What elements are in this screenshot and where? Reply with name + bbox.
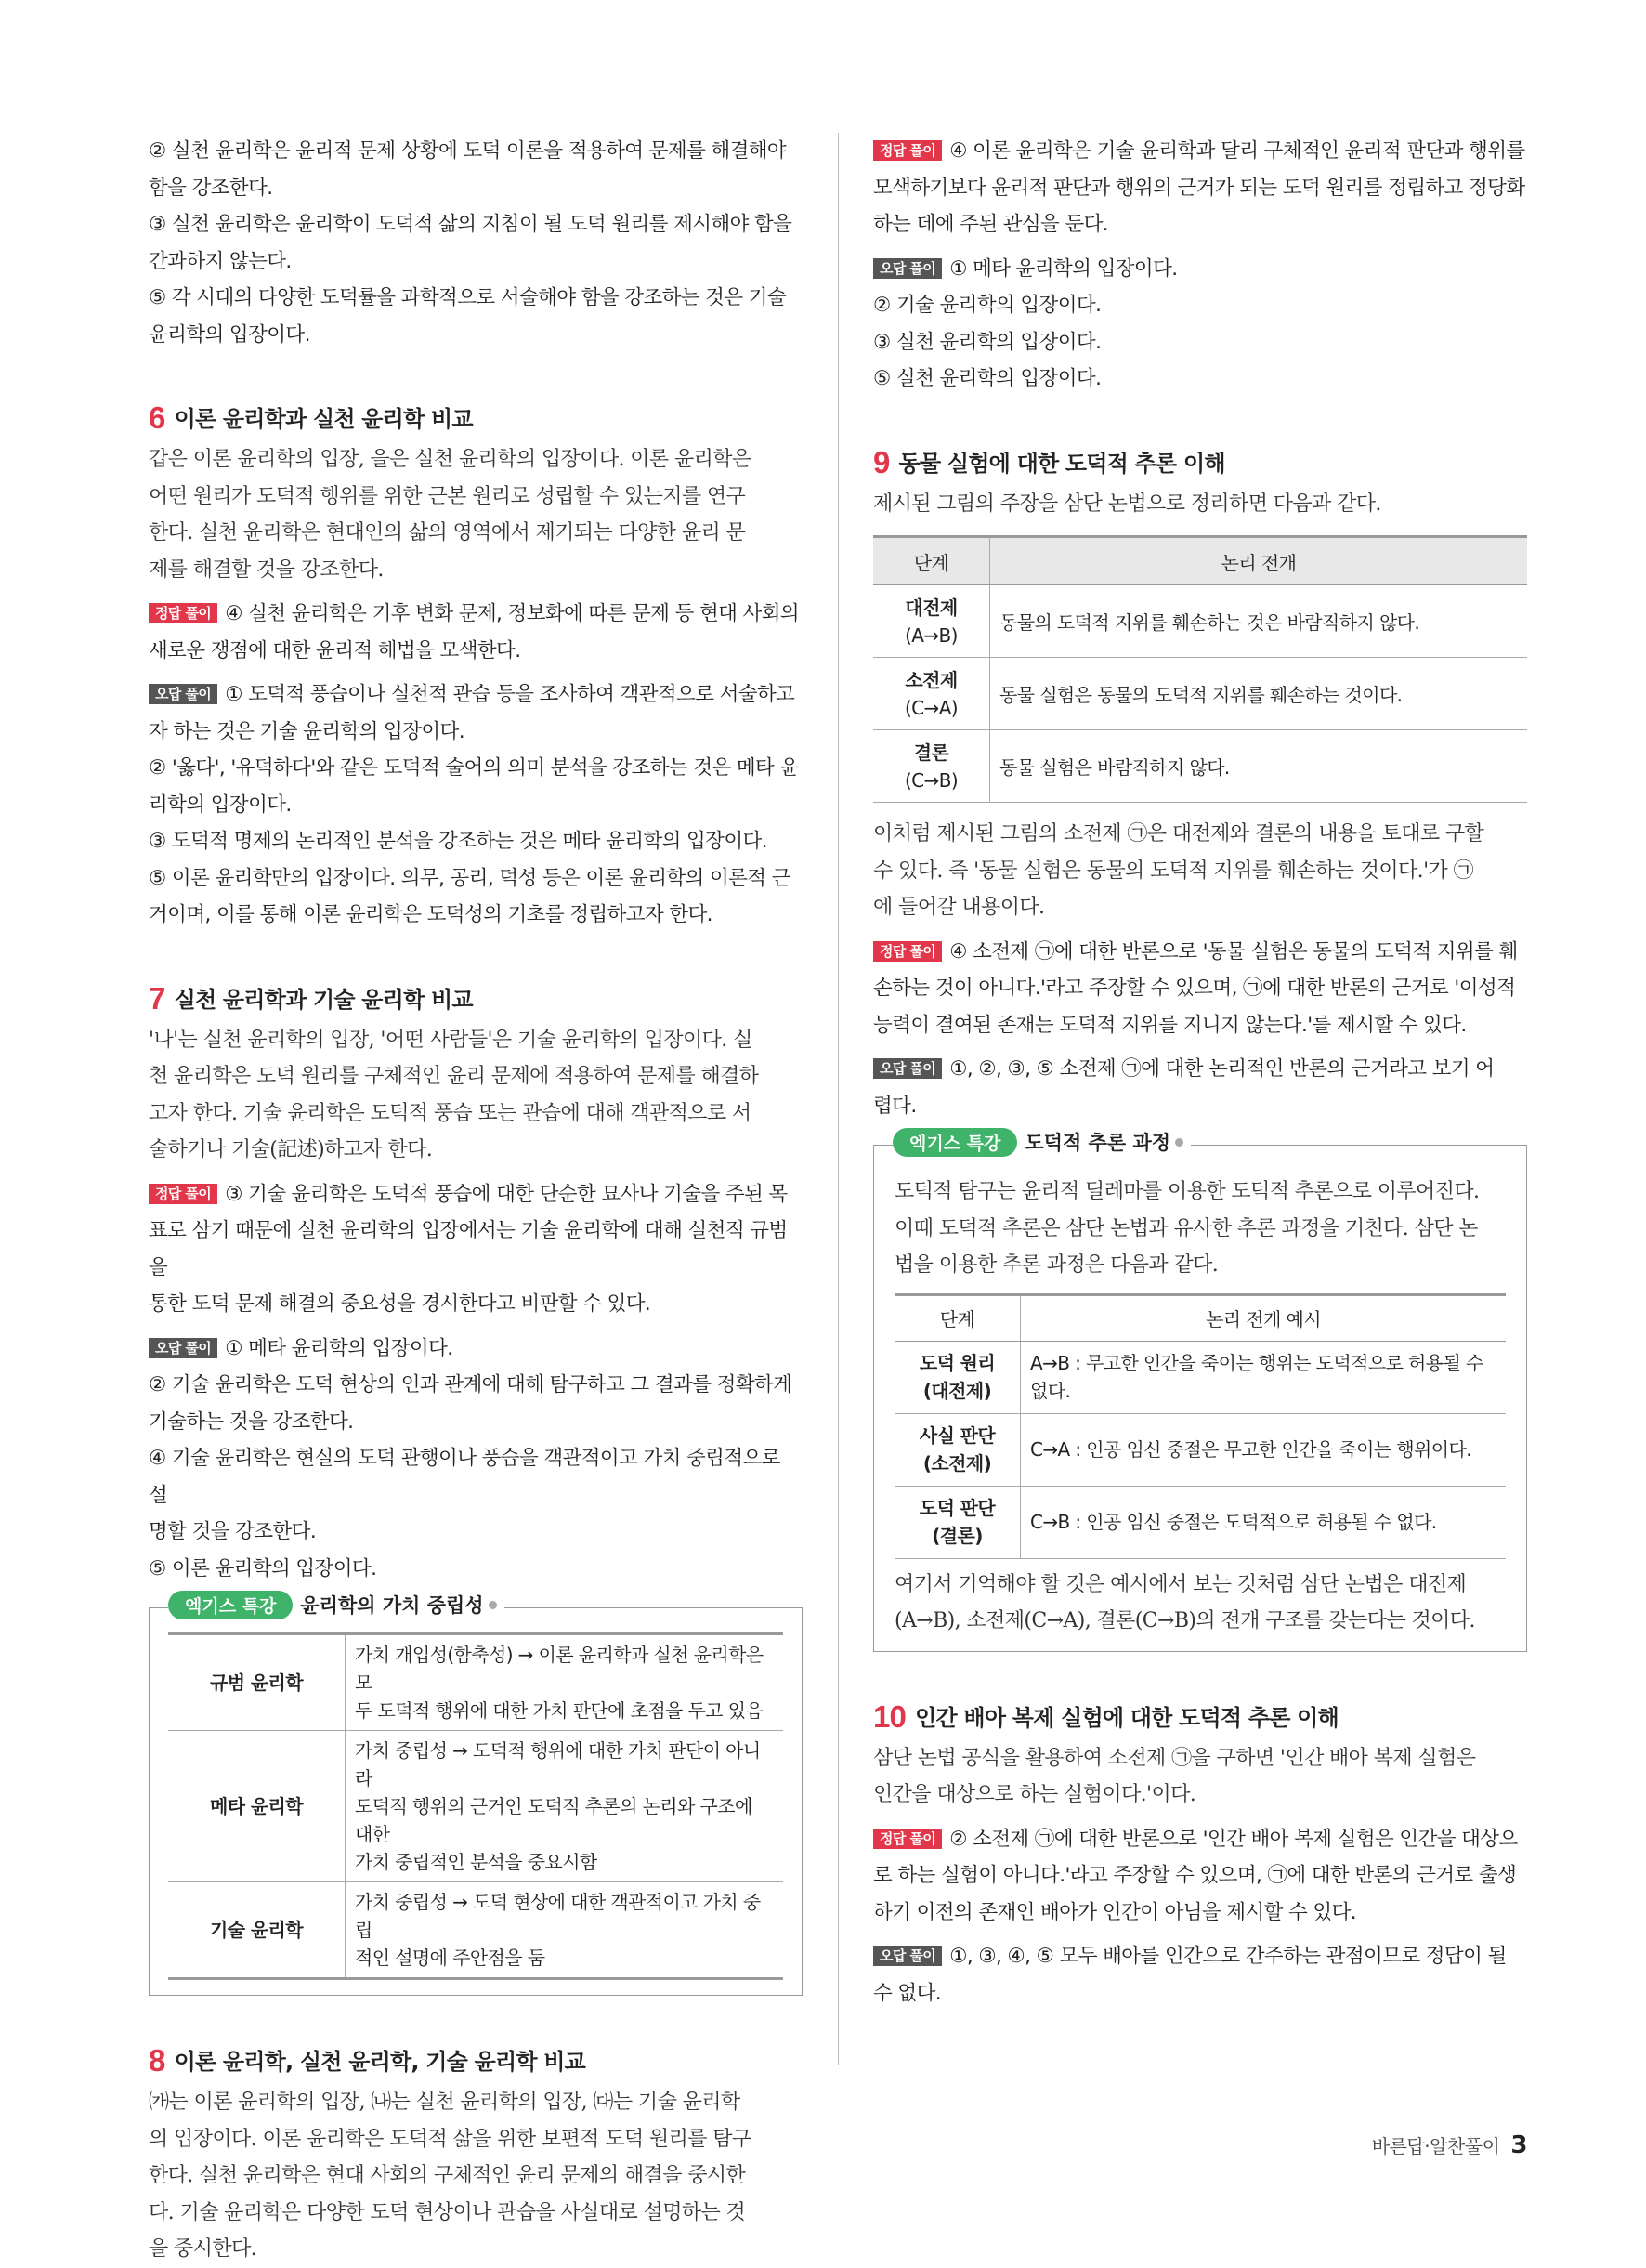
table-value-line: 가치 중립성 → 도덕 현상에 대한 객관적이고 가치 중립: [355, 1891, 761, 1941]
tip-pill: 엑기스 특강: [168, 1591, 293, 1619]
wrong-line: ② 기술 윤리학의 입장이다.: [873, 294, 1102, 317]
wrong-line: ③ 실천 윤리학의 입장이다.: [873, 330, 1102, 354]
wrong-line: ⑤ 이론 윤리학의 입장이다.: [149, 1556, 377, 1580]
tip-line: 법을 이용한 추론 과정은 다음과 같다.: [895, 1253, 1219, 1277]
table-row: [168, 1634, 783, 1731]
wrong-line: 기술하는 것을 강조한다.: [149, 1409, 354, 1434]
table-value: 동물 실험은 동물의 도덕적 지위를 훼손하는 것이다.: [990, 658, 1528, 730]
table-key-line: (C→A): [904, 696, 958, 719]
question-heading: [873, 1695, 1527, 1740]
question-8: [149, 2039, 803, 2268]
table-header: 논리 전개 예시: [1021, 1294, 1507, 1341]
table-value: [346, 1634, 784, 1731]
table-key-line: (결론): [932, 1525, 983, 1547]
footer-label: 바른답·알찬풀이: [1371, 2135, 1500, 2157]
table-key-line: 도덕 판단: [919, 1497, 996, 1519]
tip-title: 도덕적 추론 과정: [1025, 1132, 1171, 1154]
body-line: '나'는 실천 윤리학의 입장, '어떤 사람들'은 기술 윤리학의 입장이다. 실: [149, 1028, 752, 1052]
body-line: 천 윤리학은 도덕 원리를 구체적인 윤리 문제에 적용하여 문제를 해결하: [149, 1065, 759, 1088]
question-heading: [149, 977, 803, 1022]
table-value-line: 두 도덕적 행위에 대한 가치 판단에 초점을 두고 있음: [355, 1699, 764, 1722]
question-heading: [873, 440, 1527, 486]
table-key-line: 대전제: [905, 596, 958, 619]
table-header: 논리 전개: [990, 537, 1528, 585]
wrong-line: ①, ③, ④, ⑤ 모두 배아를 인간으로 간주하는 관점이므로 정답이 될: [949, 1945, 1507, 1968]
body-line: 을 중시한다.: [149, 2237, 257, 2261]
left-column: [149, 133, 803, 2268]
intro-block: [149, 133, 803, 353]
wrong-line: ① 메타 윤리학의 입장이다.: [949, 256, 1178, 281]
wrong-line: ⑤ 이론 윤리학만의 입장이다. 의무, 공리, 덕성 등은 이론 윤리학의 이론적 근: [149, 866, 790, 890]
question-10: [873, 1695, 1527, 2012]
table-value-line: 가치 중립적인 분석을 중요시함: [355, 1851, 597, 1873]
question-title: 인간 배아 복제 실험에 대한 도덕적 추론 이해: [915, 1704, 1339, 1731]
text-line: 윤리학의 입장이다.: [149, 322, 310, 347]
answer-line: 하는 데에 주된 관심을 둔다.: [873, 213, 1109, 236]
answer-line: 로 하는 실험이 아니다.'라고 주장할 수 있으며, ㉠에 대한 반론의 근거로 출생: [873, 1864, 1517, 1887]
table-row: [873, 730, 1527, 803]
question-title: 실천 윤리학과 기술 윤리학 비교: [174, 986, 473, 1013]
syllogism-table: [873, 535, 1527, 803]
table-row: [895, 1486, 1506, 1558]
table-key-line: 소전제: [905, 668, 958, 691]
tip-box-title: [168, 1591, 504, 1619]
body-line: 고자 한다. 기술 윤리학은 도덕적 풍습 또는 관습에 대해 객관적으로 서: [149, 1101, 751, 1125]
wrong-line: ③ 도덕적 명제의 논리적인 분석을 강조하는 것은 메타 윤리학의 입장이다.: [149, 830, 767, 853]
table-row: [873, 658, 1527, 730]
text-line: ② 실천 윤리학은 윤리적 문제 상황에 도덕 이론을 적용하여 문제를 해결해야: [149, 139, 787, 163]
tip-pill: 엑기스 특강: [893, 1128, 1017, 1157]
wrong-line: ① 도덕적 풍습이나 실천적 관습 등을 조사하여 객관적으로 서술하고: [225, 683, 795, 706]
table-header-row: [873, 537, 1527, 585]
question-heading: [149, 2039, 803, 2084]
table-key-line: (대전제): [922, 1380, 992, 1402]
wrong-answer-tag: 오답 풀이: [873, 258, 942, 279]
table-value: C→B : 인공 임신 중절은 도덕적으로 허용될 수 없다.: [1021, 1486, 1507, 1558]
answer-line: 새로운 쟁점에 대한 윤리적 해법을 모색한다.: [149, 638, 521, 662]
wrong-answer-tag: 오답 풀이: [873, 1058, 942, 1079]
table-value: 동물의 도덕적 지위를 훼손하는 것은 바람직하지 않다.: [990, 585, 1528, 658]
wrong-line: ① 메타 윤리학의 입장이다.: [225, 1336, 453, 1360]
answer-line: 통한 도덕 문제 해결의 중요성을 경시한다고 비판할 수 있다.: [149, 1292, 651, 1316]
table-value: [346, 1731, 784, 1882]
table-key: [895, 1486, 1021, 1558]
body-line: 한다. 실천 윤리학은 현대인의 삶의 영역에서 제기되는 다양한 윤리 문: [149, 521, 746, 544]
answer-tag: 정답 풀이: [149, 603, 217, 623]
wrong-line: 수 없다.: [873, 1981, 941, 2005]
table-value: A→B : 무고한 인간을 죽이는 행위는 도덕적으로 허용될 수 없다.: [1021, 1341, 1507, 1413]
question-8-answers: [873, 133, 1527, 398]
table-key-line: 결론: [913, 741, 949, 764]
wrong-line: 렵다.: [873, 1094, 917, 1118]
table-key: [895, 1341, 1021, 1413]
reasoning-example-table: [895, 1293, 1506, 1559]
body-line: 한다. 실천 윤리학은 현대 사회의 구체적인 윤리 문제의 해결을 중시한: [149, 2164, 746, 2187]
tip-title: 윤리학의 가치 중립성: [300, 1594, 484, 1617]
value-neutrality-table: [168, 1632, 783, 1980]
tip-box: [149, 1594, 803, 1996]
body-line: 다. 기술 윤리학은 다양한 도덕 현상이나 관습을 사실대로 설명하는 것: [149, 2200, 746, 2224]
table-header: 단계: [895, 1294, 1021, 1341]
question-number: 9: [873, 444, 890, 479]
answer-line: ③ 기술 윤리학은 도덕적 풍습에 대한 단순한 묘사나 기술을 주된 목: [225, 1182, 788, 1206]
table-key-line: 사실 판단: [919, 1424, 996, 1447]
table-row: [873, 585, 1527, 658]
table-row: [168, 1882, 783, 1979]
body-line: 술하거나 기술(記述)하고자 한다.: [149, 1138, 433, 1161]
table-key: [873, 730, 990, 803]
tip-line: 도덕적 탐구는 윤리적 딜레마를 이용한 도덕적 추론으로 이루어진다.: [895, 1180, 1480, 1203]
wrong-answer-tag: 오답 풀이: [149, 1338, 217, 1358]
wrong-line: ④ 기술 윤리학은 현실의 도덕 관행이나 풍습을 객관적이고 가치 중립적으로 설: [149, 1447, 780, 1507]
table-key: 규범 윤리학: [168, 1634, 346, 1731]
wrong-line: 명할 것을 강조한다.: [149, 1520, 317, 1543]
body-line: 제를 해결할 것을 강조한다.: [149, 557, 384, 582]
page-number: 3: [1510, 2131, 1527, 2159]
question-number: 10: [873, 1698, 907, 1734]
tip-line: (A→B), 소전제(C→A), 결론(C→B)의 전개 구조를 갖는다는 것이다.: [895, 1609, 1475, 1632]
text-line: ③ 실천 윤리학은 윤리학이 도덕적 삶의 지침이 될 도덕 원리를 제시해야 함을: [149, 213, 792, 236]
table-value: 동물 실험은 바람직하지 않다.: [990, 730, 1528, 803]
question-9: [873, 440, 1527, 1652]
wrong-answer-tag: 오답 풀이: [149, 684, 217, 704]
question-number: 8: [149, 2043, 165, 2078]
answer-line: 표로 삼기 때문에 실천 윤리학의 입장에서는 기술 윤리학에 대해 실천적 규범을: [149, 1219, 788, 1279]
table-row: [895, 1341, 1506, 1413]
body-line: 수 있다. 즉 '동물 실험은 동물의 도덕적 지위를 훼손하는 것이다.'가 ㉠: [873, 859, 1473, 883]
question-title: 동물 실험에 대한 도덕적 추론 이해: [898, 450, 1225, 477]
answer-tag: 정답 풀이: [873, 941, 942, 962]
answer-line: ② 소전제 ㉠에 대한 반론으로 '인간 배아 복제 실험은 인간을 대상으: [949, 1827, 1518, 1851]
body-line: ㈎는 이론 윤리학의 입장, ㈏는 실천 윤리학의 입장, ㈐는 기술 윤리학: [149, 2091, 740, 2114]
table-key: 기술 윤리학: [168, 1882, 346, 1979]
table-key-line: (소전제): [922, 1452, 992, 1475]
tip-line: 이때 도덕적 추론은 삼단 논법과 유사한 추론 과정을 거친다. 삼단 논: [895, 1216, 1478, 1240]
body-line: 제시된 그림의 주장을 삼단 논법으로 정리하면 다음과 같다.: [873, 492, 1381, 516]
table-value-line: 도덕적 행위의 근거인 도덕적 추론의 논리와 구조에 대한: [355, 1795, 752, 1845]
page-footer: [1372, 2131, 1527, 2159]
table-key: [873, 585, 990, 658]
answer-line: 손하는 것이 아니다.'라고 주장할 수 있으며, ㉠에 대한 반론의 근거로 '이성적: [873, 977, 1516, 1000]
body-line: 의 입장이다. 이론 윤리학은 도덕적 삶을 위한 보편적 도덕 원리를 탐구: [149, 2127, 751, 2151]
table-key-line: (A→B): [905, 623, 958, 647]
answer-line: ④ 소전제 ㉠에 대한 반론으로 '동물 실험은 동물의 도덕적 지위를 훼: [949, 939, 1518, 964]
question-title: 이론 윤리학과 실천 윤리학 비교: [174, 406, 473, 432]
answer-tag: 정답 풀이: [149, 1184, 217, 1204]
table-value-line: 가치 중립성 → 도덕적 행위에 대한 가치 판단이 아니라: [355, 1739, 761, 1789]
answer-line: 모색하기보다 윤리적 판단과 행위의 근거가 되는 도덕 원리를 정립하고 정당화: [873, 176, 1525, 200]
table-key: [895, 1413, 1021, 1486]
answer-line: 능력이 결여된 존재는 도덕적 지위를 지니지 않는다.'를 제시할 수 있다.: [873, 1013, 1467, 1037]
dot-icon: [489, 1601, 497, 1609]
table-row: [168, 1731, 783, 1882]
column-divider: [838, 133, 839, 2065]
wrong-line: ② '옳다', '유덕하다'와 같은 도덕적 술어의 의미 분석을 강조하는 것은 메타 윤: [149, 756, 799, 780]
question-7: [149, 977, 803, 1997]
text-line: 간과하지 않는다.: [149, 249, 292, 273]
answer-tag: 정답 풀이: [873, 140, 942, 161]
table-header-row: [895, 1294, 1506, 1341]
table-key: [873, 658, 990, 730]
tip-line: 여기서 기억해야 할 것은 예시에서 보는 것처럼 삼단 논법은 대전제: [895, 1572, 1467, 1596]
table-value: C→A : 인공 임신 중절은 무고한 인간을 죽이는 행위이다.: [1021, 1413, 1507, 1486]
wrong-answer-tag: 오답 풀이: [873, 1946, 942, 1966]
wrong-line: ② 기술 윤리학은 도덕 현상의 인과 관계에 대해 탐구하고 그 결과를 정확하게: [149, 1373, 792, 1396]
table-header: 단계: [873, 537, 990, 585]
table-key: 메타 윤리학: [168, 1731, 346, 1882]
dot-icon: [1175, 1138, 1183, 1147]
wrong-line: ①, ②, ③, ⑤ 소전제 ㉠에 대한 논리적인 반론의 근거라고 보기 어: [949, 1057, 1495, 1081]
question-number: 6: [149, 400, 165, 435]
answer-line: ④ 실천 윤리학은 기후 변화 문제, 정보화에 따른 문제 등 현대 사회의: [225, 602, 800, 625]
table-value-line: 적인 설명에 주안점을 둠: [355, 1947, 545, 1969]
tip-box-title: [893, 1128, 1191, 1157]
right-column: [873, 133, 1527, 2012]
wrong-line: ⑤ 실천 윤리학의 입장이다.: [873, 367, 1102, 390]
text-line: 함을 강조한다.: [149, 176, 273, 200]
question-6: [149, 396, 803, 934]
table-key-line: (C→B): [904, 768, 959, 792]
body-line: 갑은 이론 윤리학의 입장, 을은 실천 윤리학의 입장이다. 이론 윤리학은: [149, 448, 751, 471]
table-value: [346, 1882, 784, 1979]
question-number: 7: [149, 980, 165, 1016]
table-value-line: 가치 개입성(함축성) → 이론 윤리학과 실천 윤리학은 모: [355, 1644, 764, 1694]
answer-tag: 정답 풀이: [873, 1829, 942, 1849]
body-line: 에 들어갈 내용이다.: [873, 896, 1045, 919]
wrong-line: 거이며, 이를 통해 이론 윤리학은 도덕성의 기초를 정립하고자 한다.: [149, 903, 712, 926]
table-row: [895, 1413, 1506, 1486]
wrong-line: 리학의 입장이다.: [149, 793, 292, 817]
text-line: ⑤ 각 시대의 다양한 도덕률을 과학적으로 서술해야 함을 강조하는 것은 기술: [149, 286, 787, 309]
tip-box: [873, 1132, 1527, 1652]
body-line: 삼단 논법 공식을 활용하여 소전제 ㉠을 구하면 '인간 배아 복제 실험은: [873, 1746, 1476, 1770]
body-line: 이처럼 제시된 그림의 소전제 ㉠은 대전제와 결론의 내용을 토대로 구할: [873, 822, 1484, 846]
table-key-line: 도덕 원리: [919, 1352, 996, 1374]
answer-line: ④ 이론 윤리학은 기술 윤리학과 달리 구체적인 윤리적 판단과 행위를: [949, 139, 1525, 163]
body-line: 어떤 원리가 도덕적 행위를 위한 근본 원리로 성립할 수 있는지를 연구: [149, 484, 746, 508]
answer-line: 하기 이전의 존재인 배아가 인간이 아님을 제시할 수 있다.: [873, 1900, 1356, 1924]
body-line: 인간을 대상으로 하는 실험이다.'이다.: [873, 1783, 1196, 1806]
question-title: 이론 윤리학, 실천 윤리학, 기술 윤리학 비교: [174, 2049, 586, 2075]
wrong-line: 자 하는 것은 기술 윤리학의 입장이다.: [149, 719, 464, 743]
question-heading: [149, 396, 803, 441]
